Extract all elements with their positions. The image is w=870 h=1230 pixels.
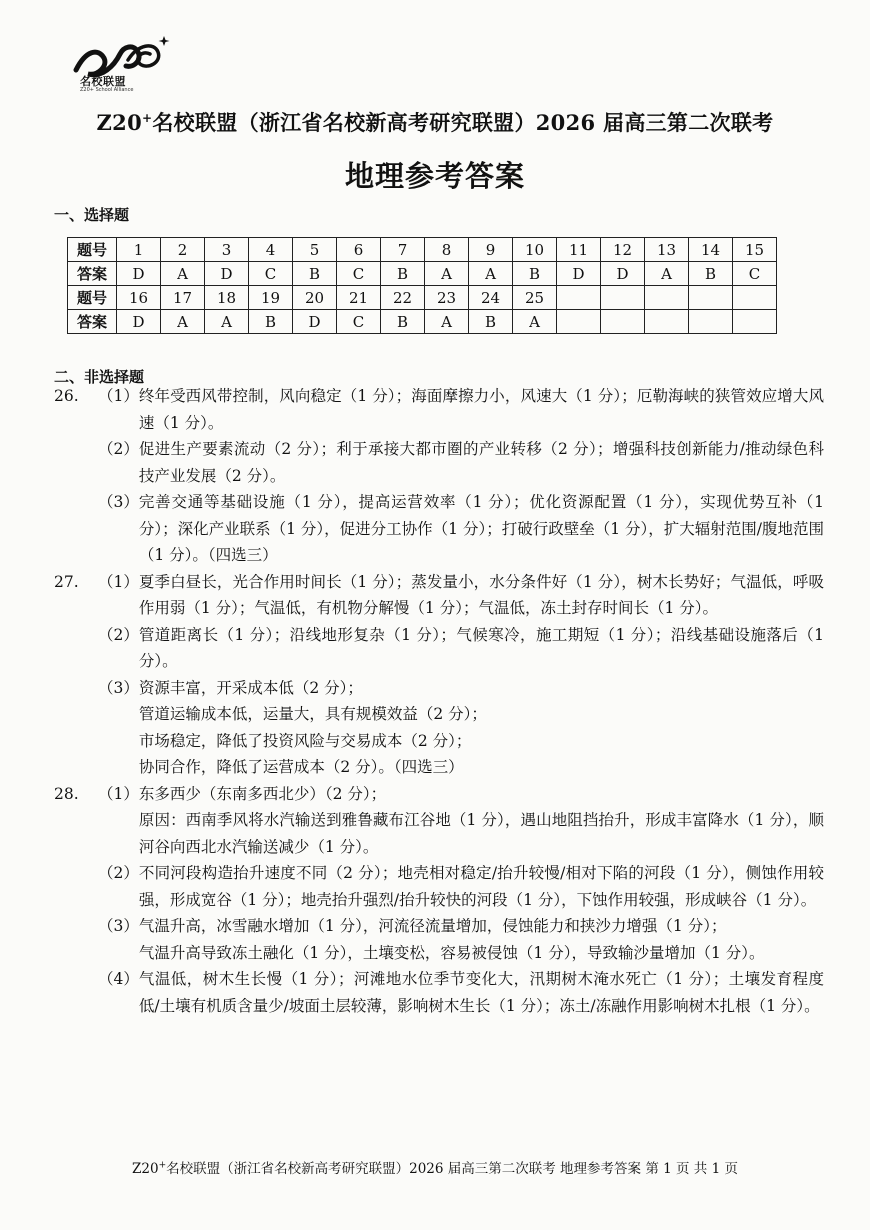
question-number-cell bbox=[601, 286, 645, 310]
answer-content bbox=[54, 383, 824, 1019]
part-number: （2） bbox=[98, 440, 139, 458]
question-part bbox=[98, 383, 824, 436]
question-part bbox=[98, 436, 824, 489]
answer-cell: B bbox=[381, 262, 425, 286]
question-number-cell: 13 bbox=[645, 238, 689, 262]
question-number-cell: 18 bbox=[205, 286, 249, 310]
section-heading-multiple-choice: 一、选择题 bbox=[54, 206, 130, 224]
answer-cell bbox=[733, 310, 777, 334]
answer-cell: B bbox=[293, 262, 337, 286]
question-number: 26. bbox=[54, 387, 79, 405]
question-part bbox=[98, 489, 824, 569]
answer-text: 夏季白昼长，光合作用时间长（1 分）；蒸发量小，水分条件好（1 分），树木长势好；气温低，呼吸作用弱（1 分）；气温低，有机物分解慢（1 分）；气温低，冻土封存时间长（1 分）。 bbox=[138, 572, 824, 617]
question-number: 27. bbox=[54, 572, 79, 591]
question-number-cell: 9 bbox=[469, 238, 513, 262]
question-number-cell: 20 bbox=[293, 286, 337, 310]
part-number: （3） bbox=[98, 917, 139, 935]
answer-cell: A bbox=[205, 310, 249, 334]
part-number: （1） bbox=[98, 387, 139, 405]
question-part bbox=[98, 781, 824, 861]
answer-cell: A bbox=[645, 262, 689, 286]
question-number-cell: 6 bbox=[337, 238, 381, 262]
table-label-number: 题号 bbox=[68, 238, 117, 262]
question-number-cell: 22 bbox=[381, 286, 425, 310]
part-number: （3） bbox=[98, 678, 139, 697]
question-part bbox=[98, 966, 824, 1019]
answer-text: 终年受西风带控制，风向稳定（1 分）；海面摩擦力小，风速大（1 分）；厄勒海峡的狭管效应增大风速（1 分）。 bbox=[138, 387, 824, 432]
answer-cell: D bbox=[557, 262, 601, 286]
answer-cell bbox=[689, 310, 733, 334]
answer-text: 管道运输成本低，运量大，具有规模效益（2 分）； bbox=[138, 705, 487, 723]
question-number-cell: 16 bbox=[117, 286, 161, 310]
answer-cell: A bbox=[161, 262, 205, 286]
question-part bbox=[98, 569, 824, 622]
question-part bbox=[98, 675, 824, 781]
table-label-answer: 答案 bbox=[68, 310, 117, 334]
question-number: 28. bbox=[54, 784, 79, 803]
part-number: （3） bbox=[98, 493, 139, 511]
answer-cell: C bbox=[337, 310, 381, 334]
question-number-cell: 14 bbox=[689, 238, 733, 262]
question-number-cell bbox=[557, 286, 601, 310]
question-number-cell bbox=[645, 286, 689, 310]
answer-cell bbox=[601, 310, 645, 334]
question-number-cell: 8 bbox=[425, 238, 469, 262]
question-number-cell: 4 bbox=[249, 238, 293, 262]
question-number-cell: 12 bbox=[601, 238, 645, 262]
question-number-cell: 25 bbox=[513, 286, 557, 310]
answer-cell: A bbox=[469, 262, 513, 286]
page-footer: Z20+名校联盟（浙江省名校新高考研究联盟）2026 届高三第二次联考 地理参考答案 第 1 页 共 1 页 bbox=[132, 1160, 738, 1177]
answer-text: 气温低，树木生长慢（1 分）；河滩地水位季节变化大，汛期树木淹水死亡（1 分）；土壤发育程度低/土壤有机质含量少/坡面土层较薄，影响树木生长（1 分）；冻土/冻融作用影响树木扎根（1 分）。 bbox=[138, 970, 824, 1015]
table-row-answers bbox=[68, 262, 777, 286]
question-number-cell bbox=[733, 286, 777, 310]
exam-title: Z20+名校联盟（浙江省名校新高考研究联盟）2026 届高三第二次联考 bbox=[96, 110, 774, 135]
answer-text: 资源丰富，开采成本低（2 分）； bbox=[138, 678, 363, 697]
question-number-cell: 3 bbox=[205, 238, 249, 262]
question-number-cell: 19 bbox=[249, 286, 293, 310]
answer-cell bbox=[557, 310, 601, 334]
answer-cell: C bbox=[733, 262, 777, 286]
answer-text: 气温升高，冰雪融水增加（1 分），河流径流量增加，侵蚀能力和挟沙力增强（1 分）； bbox=[138, 917, 727, 935]
part-number: （1） bbox=[98, 572, 139, 591]
answer-cell: B bbox=[469, 310, 513, 334]
answer-text: 不同河段构造抬升速度不同（2 分）；地壳相对稳定/抬升较慢/相对下陷的河段（1 分），侧蚀作用较强，形成宽谷（1 分）；地壳抬升强烈/抬升较快的河段（1 分），下蚀作用较强，形成峡谷（1 分）。 bbox=[138, 864, 824, 909]
answer-cell: D bbox=[205, 262, 249, 286]
answer-cell: D bbox=[117, 262, 161, 286]
answer-cell: A bbox=[513, 310, 557, 334]
question-block bbox=[54, 569, 824, 781]
answer-cell: B bbox=[689, 262, 733, 286]
answer-cell: D bbox=[293, 310, 337, 334]
question-number-cell: 5 bbox=[293, 238, 337, 262]
answer-text: 市场稳定，降低了投资风险与交易成本（2 分）； bbox=[138, 731, 472, 750]
answer-cell bbox=[645, 310, 689, 334]
part-number: （2） bbox=[98, 864, 139, 882]
answer-text: 原因：西南季风将水汽输送到雅鲁藏布江谷地（1 分），遇山地阻挡抬升，形成丰富降水（1 分），顺河谷向西北水汽输送减少（1 分）。 bbox=[138, 811, 824, 856]
question-block bbox=[54, 383, 824, 569]
section-heading-free-response: 二、非选择题 bbox=[54, 368, 145, 386]
answer-cell: B bbox=[249, 310, 293, 334]
answer-cell: A bbox=[425, 262, 469, 286]
answer-text: 东多西少（东南多西北少）（2 分）； bbox=[138, 784, 387, 803]
table-row-numbers bbox=[68, 286, 777, 310]
part-number: （1） bbox=[98, 784, 139, 803]
document-subtitle: 地理参考答案 bbox=[344, 159, 525, 193]
question-number-cell: 2 bbox=[161, 238, 205, 262]
question-part bbox=[98, 860, 824, 913]
answer-text: 协同合作，降低了运营成本（2 分）。（四选三） bbox=[138, 758, 464, 776]
answer-cell: D bbox=[117, 310, 161, 334]
question-number-cell bbox=[689, 286, 733, 310]
question-number-cell: 17 bbox=[161, 286, 205, 310]
table-label-number: 题号 bbox=[68, 286, 117, 310]
table-row-numbers bbox=[68, 238, 777, 262]
question-part bbox=[98, 913, 824, 966]
question-number-cell: 11 bbox=[557, 238, 601, 262]
answer-text: 气温升高导致冻土融化（1 分），土壤变松，容易被侵蚀（1 分），导致输沙量增加（1 分）。 bbox=[138, 943, 765, 962]
question-number-cell: 7 bbox=[381, 238, 425, 262]
table-label-answer: 答案 bbox=[68, 262, 117, 286]
answer-cell: A bbox=[161, 310, 205, 334]
answer-cell: B bbox=[513, 262, 557, 286]
logo-subtext: Z20+ School Alliance bbox=[80, 87, 134, 93]
part-number: （4） bbox=[98, 970, 139, 988]
answer-cell: B bbox=[381, 310, 425, 334]
table-row-answers bbox=[68, 310, 777, 334]
question-number-cell: 24 bbox=[469, 286, 513, 310]
answer-cell: A bbox=[425, 310, 469, 334]
question-number-cell: 21 bbox=[337, 286, 381, 310]
part-number: （2） bbox=[98, 625, 139, 644]
answer-cell: C bbox=[337, 262, 381, 286]
question-block bbox=[54, 781, 824, 1020]
question-number-cell: 1 bbox=[117, 238, 161, 262]
answer-text: 管道距离长（1 分）；沿线地形复杂（1 分）；气候寒冷，施工期短（1 分）；沿线基础设施落后（1 分）。 bbox=[138, 625, 824, 670]
question-part bbox=[98, 622, 824, 675]
answer-cell: C bbox=[249, 262, 293, 286]
answer-text: 完善交通等基础设施（1 分），提高运营效率（1 分）；优化资源配置（1 分），实现优势互补（1 分）；深化产业联系（1 分），促进分工协作（1 分）；打破行政壁垒（1 分），扩大辐射范围/腹地范围（1 分）。（四选三） bbox=[138, 493, 824, 564]
answer-text: 促进生产要素流动（2 分）；利于承接大都市圈的产业转移（2 分）；增强科技创新能力/推动绿色科技产业发展（2 分）。 bbox=[138, 440, 824, 485]
question-number-cell: 23 bbox=[425, 286, 469, 310]
question-number-cell: 10 bbox=[513, 238, 557, 262]
logo-text: 名校联盟 bbox=[80, 75, 126, 88]
answer-table bbox=[67, 237, 777, 334]
question-number-cell: 15 bbox=[733, 238, 777, 262]
answer-cell: D bbox=[601, 262, 645, 286]
